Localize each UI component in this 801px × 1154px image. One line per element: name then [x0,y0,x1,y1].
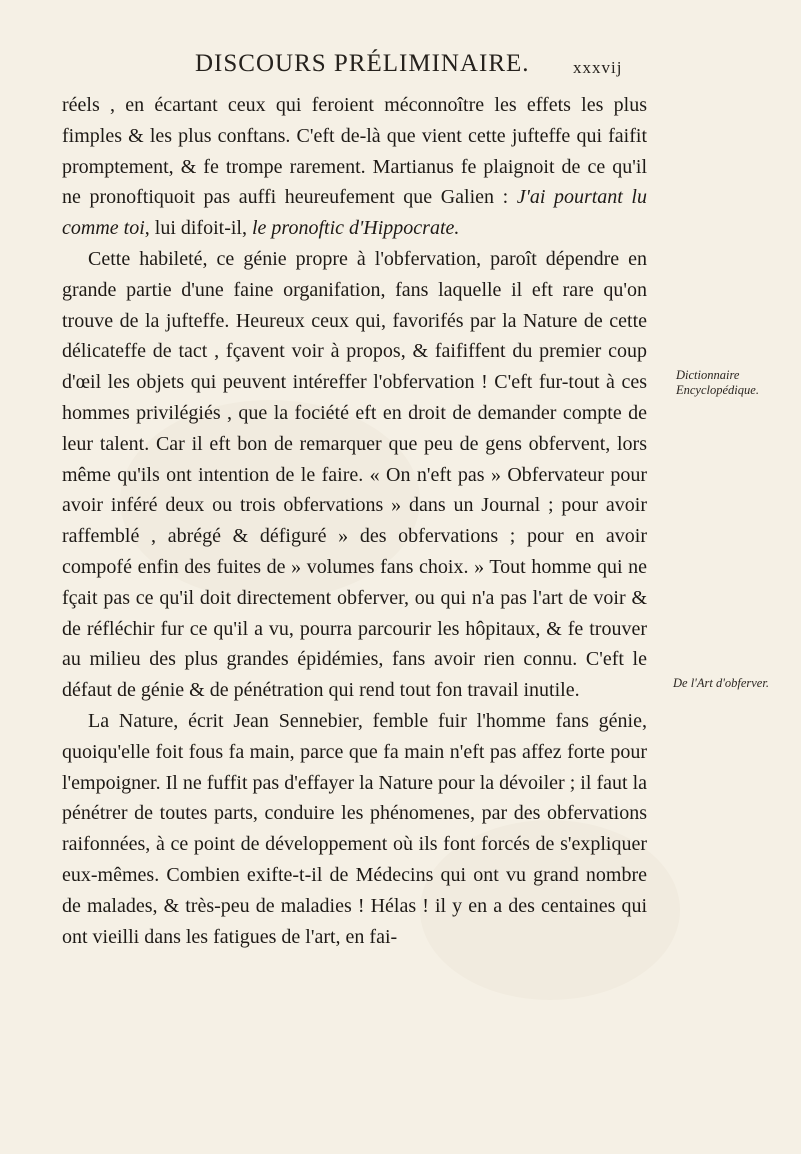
paragraph-3: La Nature, écrit Jean Sennebier, femble fuir l'homme fans génie, quoiqu'elle foit fous fa main, parce que fa main n'eft pas affez forte pour l'empoigner. Il ne fuffit pas d'effayer la Nature pour la dévoiler ; il faut la pénétrer de toutes parts, conduire les phénomenes, par des obfervations raifonnées, à ce point de développement où ils font forcés de s'expliquer eux-mêmes. Combien exifte-t-il de Médecins qui ont vu grand nombre de malades, & très-peu de maladies ! Hélas ! il y en a des centaines qui ont vieilli dans les fatigues de l'art, en fai- [62,709,647,948]
italic-citation: le pronoftic d'Hippocrate. [251,217,460,240]
paragraph-1-text: réels , en écartant ceux qui feroient méconnoître les effets les plus fimples & les plus conftans. C'eft de-là que vient cette jufteffe qui faifit promptement, & fe trompe rarement. Martianus fe plaignoit de ce qu'il ne pronoftiquoit pas auffi heureufement que Galien : [62,94,647,209]
italic-quote: J'ai pourtant lu comme toi [62,186,647,240]
main-text [62,90,647,952]
page-number: xxxvij [573,58,623,77]
running-title: DISCOURS PRÉLIMINAIRE. [195,50,530,77]
paragraph-1-mid: , lui difoit-il, [144,217,252,240]
paragraph-2: Cette habileté, ce génie propre à l'obfervation, paroît dépendre en grande partie d'une faine organifation, fans laquelle il eft rare qu'on trouve de la jufteffe. Heureux ceux qui, favorifés par la Nature de cette délicateffe de tact , fçavent voir à propos, & faififfent du premier coup d'œil les objets qui peuvent intéreffer l'obfervation ! C'eft fur-tout à ces hommes privilégiés , que la fociété eft en droit de demander compte de leur talent. Car il eft bon de remarquer que peu de gens obfervent, lors même qu'ils ont intention de le faire. « On n'eft pas » Obfervateur pour avoir inféré deux ou trois obfervations » dans un Journal ; pour avoir raffemblé , abrégé & défiguré » des obfervations ; pour en avoir compofé enfin des fuites de » volumes fans choix. » Tout homme qui ne fçait pas ce qu'il doit directement obferver, ou qui n'a pas l'art de voir & de réfléchir fur ce qu'il a vu, pourra parcourir les hôpitaux, & fe trouver au milieu des plus grandes épidémies, fans avoir rien connu. C'eft le défaut de génie & de pénétration qui rend tout fon travail inutile. [62,247,647,702]
margin-note-dictionnaire: Dictionnaire Encyclopédique. [676,368,759,397]
paragraph-1 [62,90,647,244]
margin-note-art-observer: De l'Art d'obferver. [673,676,769,690]
